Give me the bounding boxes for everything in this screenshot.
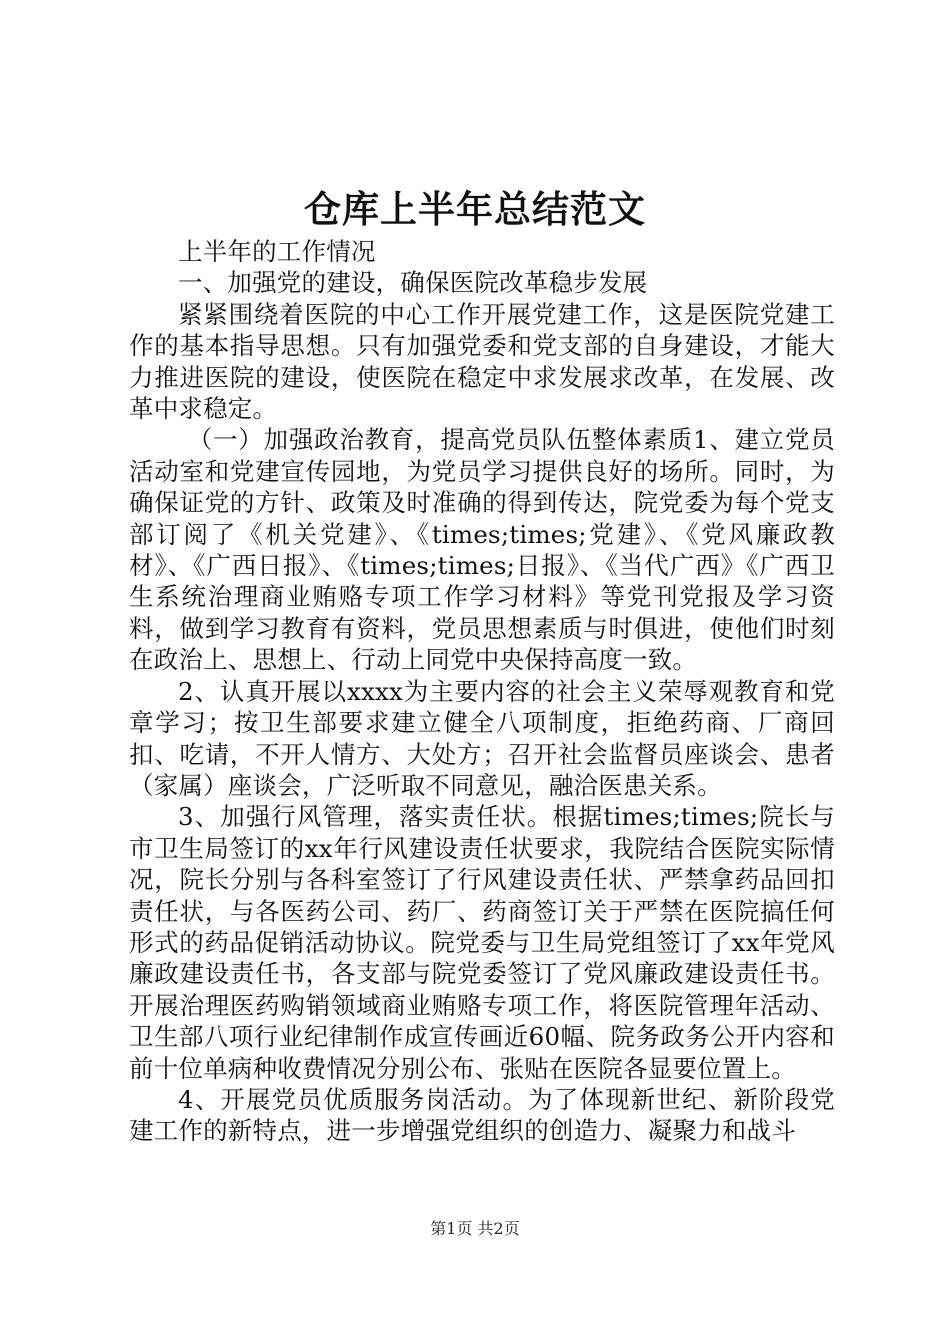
document-title: 仓库上半年总结范文 xyxy=(304,187,646,231)
paragraph-item-3: 3、加强行风管理，落实责任状。根据times;times;院长与市卫生局签订的xx年行风建设责任状要求，我院结合医院实际情况，院长分别与各科室签订了行风建设责任状、严禁拿药品回扣责任状，与各医药公司、药厂、药商签订关于严禁在医院搞任何形式的药品促销活动协议。院党委与卫生局党组签订了xx年党风廉政建设责任书，各支部与院党委签订了党风廉政建设责任书。开展治理医药购销领域商业贿赂专项工作，将医院管理年活动、卫生部八项行业纪律制作成宣传画近60幅、院务政务公开内容和前十位单病种收费情况分别公布、张贴在医院各显要位置上。 xyxy=(129,802,835,1083)
paragraph-heading-one: 一、加强党的建设，确保医院改革稳步发展 xyxy=(178,268,648,298)
paragraph-item-4: 4、开展党员优质服务岗活动。为了体现新世纪、新阶段党建工作的新特点，进一步增强党组织的创造力、凝聚力和战斗 xyxy=(129,1084,835,1146)
paragraph-political-education: （一）加强政治教育，提高党员队伍整体素质1、建立党员活动室和党建宣传园地，为党员学习提供良好的场所。同时，为确保证党的方针、政策及时准确的得到传达，院党委为每个党支部订阅了《机关党建》、《times;times;党建》、《党风廉政教材》、《广西日报》、《times;times;日报》、《当代广西》《广西卫生系统治理商业贿赂专项工作学习材料》等党刊党报及学习资料，做到学习教育有资料，党员思想素质与时俱进，使他们时刻在政治上、思想上、行动上同党中央保持高度一致。 xyxy=(129,425,835,675)
paragraph-item-2: 2、认真开展以xxxx为主要内容的社会主义荣辱观教育和党章学习；按卫生部要求建立健全八项制度，拒绝药商、厂商回扣、吃请，不开人情方、大处方；召开社会监督员座谈会、患者（家属）座谈会，广泛听取不同意见，融洽医患关系。 xyxy=(129,676,835,800)
page-number-footer: 第1页 共2页 xyxy=(430,1219,520,1238)
paragraph-intro: 紧紧围绕着医院的中心工作开展党建工作，这是医院党建工作的基本指导思想。只有加强党委和党支部的自身建设，才能大力推进医院的建设，使医院在稳定中求发展求改革，在发展、改革中求稳定。 xyxy=(129,299,835,424)
paragraph-section-heading: 上半年的工作情况 xyxy=(178,237,376,266)
document-body xyxy=(129,236,835,1147)
